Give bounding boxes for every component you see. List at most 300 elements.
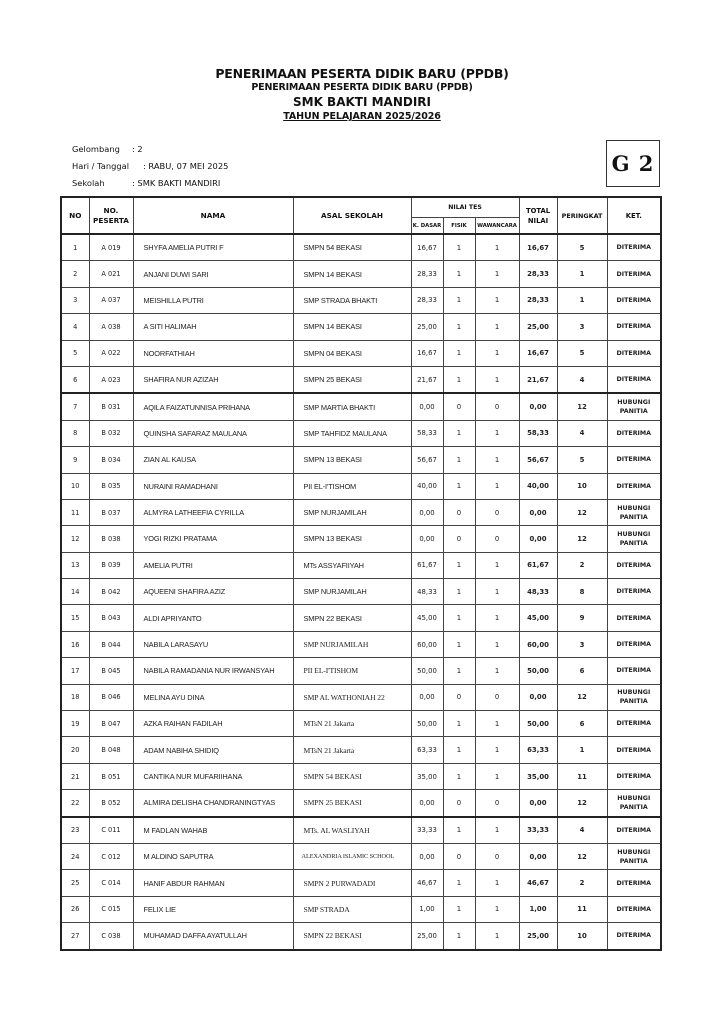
rank: 12 [557, 843, 607, 869]
total-score: 0,00 [519, 526, 557, 552]
row-number: 23 [61, 817, 89, 844]
row-number: 20 [61, 737, 89, 763]
student-name: NABILA RAMADANIA NUR IRWANSYAH [133, 658, 293, 684]
rank: 12 [557, 526, 607, 552]
rank: 5 [557, 447, 607, 473]
participant-number: B 038 [89, 526, 133, 552]
origin-school: SMPN 25 BEKASI [293, 790, 411, 817]
score-fisik: 1 [443, 737, 475, 763]
total-score: 48,33 [519, 579, 557, 605]
participant-number: C 012 [89, 843, 133, 869]
score-wawancara: 1 [475, 658, 519, 684]
document-subtitle: PENERIMAAN PESERTA DIDIK BARU (PPDB) [251, 82, 473, 93]
participant-number: B 039 [89, 552, 133, 578]
row-number: 10 [61, 473, 89, 499]
participant-number: A 037 [89, 287, 133, 313]
participant-number: B 048 [89, 737, 133, 763]
participant-number: B 031 [89, 393, 133, 420]
origin-school: SMP MARTIA BHAKTI [293, 393, 411, 420]
rank: 9 [557, 605, 607, 631]
status-label: HUBUNGI PANITIA [607, 499, 661, 525]
origin-school: MTsN 21 Jakarta [293, 737, 411, 763]
student-name: HANIF ABDUR RAHMAN [133, 870, 293, 896]
total-score: 60,00 [519, 631, 557, 657]
score-fisik: 1 [443, 234, 475, 261]
row-number: 24 [61, 843, 89, 869]
status-label: HUBUNGI PANITIA [607, 843, 661, 869]
participant-number: A 021 [89, 261, 133, 287]
score-fisik: 1 [443, 631, 475, 657]
total-score: 16,67 [519, 234, 557, 261]
origin-school: SMPN 13 BEKASI [293, 447, 411, 473]
col-header-no-peserta: NO. PESERTA [89, 197, 133, 234]
row-number: 9 [61, 447, 89, 473]
score-k-dasar: 50,00 [411, 711, 443, 737]
score-k-dasar: 16,67 [411, 340, 443, 366]
rank: 2 [557, 552, 607, 578]
student-name: SHYFA AMELIA PUTRI F [133, 234, 293, 261]
total-score: 1,00 [519, 896, 557, 922]
origin-school: SMPN 04 BEKASI [293, 340, 411, 366]
row-number: 2 [61, 261, 89, 287]
score-k-dasar: 1,00 [411, 896, 443, 922]
participant-number: B 051 [89, 763, 133, 789]
row-number: 3 [61, 287, 89, 313]
row-number: 25 [61, 870, 89, 896]
total-score: 50,00 [519, 711, 557, 737]
score-fisik: 1 [443, 552, 475, 578]
status-label: DITERIMA [607, 817, 661, 844]
score-wawancara: 1 [475, 552, 519, 578]
score-fisik: 1 [443, 658, 475, 684]
student-name: SHAFIRA NUR AZIZAH [133, 366, 293, 393]
col-header-total-nilai: TOTAL NILAI [519, 197, 557, 234]
row-number: 27 [61, 923, 89, 950]
row-number: 22 [61, 790, 89, 817]
col-header-no: NO [61, 197, 89, 234]
status-label: HUBUNGI PANITIA [607, 393, 661, 420]
row-number: 1 [61, 234, 89, 261]
status-label: DITERIMA [607, 737, 661, 763]
table-row [61, 631, 661, 657]
row-number: 15 [61, 605, 89, 631]
score-fisik: 1 [443, 366, 475, 393]
student-name: ANJANI DUWI SARI [133, 261, 293, 287]
score-wawancara: 0 [475, 843, 519, 869]
rank: 4 [557, 366, 607, 393]
rank: 12 [557, 499, 607, 525]
student-name: M ALDINO SAPUTRA [133, 843, 293, 869]
sekolah-label: Sekolah [72, 178, 105, 188]
status-label: DITERIMA [607, 711, 661, 737]
score-wawancara: 1 [475, 234, 519, 261]
row-number: 7 [61, 393, 89, 420]
score-k-dasar: 35,00 [411, 763, 443, 789]
origin-school: SMP TAHFIDZ MAULANA [293, 420, 411, 446]
total-score: 35,00 [519, 763, 557, 789]
table-row [61, 923, 661, 950]
score-fisik: 1 [443, 923, 475, 950]
total-score: 45,00 [519, 605, 557, 631]
total-score: 21,67 [519, 366, 557, 393]
score-wawancara: 0 [475, 393, 519, 420]
table-row [61, 447, 661, 473]
origin-school: SMPN 22 BEKASI [293, 605, 411, 631]
origin-school: SMP STRADA [293, 896, 411, 922]
origin-school: SMP STRADA BHAKTI [293, 287, 411, 313]
score-k-dasar: 50,00 [411, 658, 443, 684]
student-name: ALMYRA LATHEEFIA CYRILLA [133, 499, 293, 525]
participant-number: B 045 [89, 658, 133, 684]
row-number: 13 [61, 552, 89, 578]
tanggal-label: Hari / Tanggal [72, 161, 130, 171]
participant-number: B 035 [89, 473, 133, 499]
participant-number: B 042 [89, 579, 133, 605]
table-row [61, 658, 661, 684]
student-name: MUHAMAD DAFFA AYATULLAH [133, 923, 293, 950]
score-wawancara: 1 [475, 366, 519, 393]
score-k-dasar: 16,67 [411, 234, 443, 261]
origin-school: SMPN 22 BEKASI [293, 923, 411, 950]
total-score: 58,33 [519, 420, 557, 446]
score-wawancara: 1 [475, 763, 519, 789]
score-wawancara: 1 [475, 447, 519, 473]
status-label: DITERIMA [607, 287, 661, 313]
row-number: 18 [61, 684, 89, 710]
row-number: 14 [61, 579, 89, 605]
score-fisik: 1 [443, 287, 475, 313]
row-number: 6 [61, 366, 89, 393]
rank: 12 [557, 393, 607, 420]
total-score: 28,33 [519, 287, 557, 313]
origin-school: SMPN 14 BEKASI [293, 261, 411, 287]
score-k-dasar: 63,33 [411, 737, 443, 763]
score-k-dasar: 60,00 [411, 631, 443, 657]
score-fisik: 0 [443, 526, 475, 552]
score-fisik: 1 [443, 473, 475, 499]
table-row [61, 737, 661, 763]
student-name: ADAM NABIHA SHIDIQ [133, 737, 293, 763]
score-wawancara: 1 [475, 340, 519, 366]
status-label: HUBUNGI PANITIA [607, 526, 661, 552]
score-wawancara: 0 [475, 684, 519, 710]
table-row [61, 896, 661, 922]
participant-number: C 038 [89, 923, 133, 950]
origin-school: SMP AL WATHONIAH 22 [293, 684, 411, 710]
school-name: SMK BAKTI MANDIRI [292, 95, 432, 109]
row-number: 8 [61, 420, 89, 446]
score-fisik: 0 [443, 499, 475, 525]
table-row [61, 763, 661, 789]
origin-school: SMPN 14 BEKASI [293, 314, 411, 340]
score-k-dasar: 25,00 [411, 314, 443, 340]
score-wawancara: 1 [475, 579, 519, 605]
document-header [0, 66, 724, 124]
score-wawancara: 1 [475, 314, 519, 340]
status-label: DITERIMA [607, 473, 661, 499]
score-k-dasar: 28,33 [411, 287, 443, 313]
rank: 6 [557, 658, 607, 684]
score-wawancara: 1 [475, 631, 519, 657]
score-k-dasar: 33,33 [411, 817, 443, 844]
col-header-ket: KET. [607, 197, 661, 234]
table-row [61, 393, 661, 420]
score-fisik: 1 [443, 420, 475, 446]
table-row [61, 340, 661, 366]
total-score: 61,67 [519, 552, 557, 578]
rank: 3 [557, 314, 607, 340]
rank: 5 [557, 340, 607, 366]
score-fisik: 1 [443, 447, 475, 473]
student-name: ALMIRA DELISHA CHANDRANINGTYAS [133, 790, 293, 817]
total-score: 25,00 [519, 314, 557, 340]
status-label: DITERIMA [607, 923, 661, 950]
rank: 5 [557, 234, 607, 261]
score-fisik: 1 [443, 314, 475, 340]
score-fisik: 1 [443, 605, 475, 631]
status-label: DITERIMA [607, 366, 661, 393]
rank: 10 [557, 473, 607, 499]
score-wawancara: 1 [475, 737, 519, 763]
score-fisik: 1 [443, 870, 475, 896]
rank: 2 [557, 870, 607, 896]
total-score: 0,00 [519, 684, 557, 710]
gelombang-label: Gelombang [72, 144, 120, 154]
origin-school: SMP NURJAMILAH [293, 579, 411, 605]
score-k-dasar: 56,67 [411, 447, 443, 473]
rank: 12 [557, 684, 607, 710]
status-label: DITERIMA [607, 447, 661, 473]
origin-school: MTs ASSYAFIIYAH [293, 552, 411, 578]
student-name: AQILA FAIZATUNNISA PRIHANA [133, 393, 293, 420]
table-row [61, 499, 661, 525]
rank: 1 [557, 737, 607, 763]
score-fisik: 1 [443, 711, 475, 737]
row-number: 19 [61, 711, 89, 737]
col-header-k-dasar: K. DASAR [411, 218, 443, 235]
student-name: AMELIA PUTRI [133, 552, 293, 578]
status-label: DITERIMA [607, 605, 661, 631]
row-number: 17 [61, 658, 89, 684]
score-fisik: 0 [443, 393, 475, 420]
total-score: 56,67 [519, 447, 557, 473]
table-row [61, 817, 661, 844]
score-wawancara: 1 [475, 711, 519, 737]
total-score: 0,00 [519, 393, 557, 420]
rank: 12 [557, 790, 607, 817]
score-wawancara: 0 [475, 499, 519, 525]
score-wawancara: 1 [475, 473, 519, 499]
rank: 11 [557, 896, 607, 922]
origin-school: MTsN 21 Jakarta [293, 711, 411, 737]
participant-number: A 023 [89, 366, 133, 393]
student-name: NABILA LARASAYU [133, 631, 293, 657]
tanggal-value: : RABU, 07 MEI 2025 [143, 161, 229, 171]
student-name: NOORFATHIAH [133, 340, 293, 366]
row-number: 26 [61, 896, 89, 922]
student-name: CANTIKA NUR MUFARIIHANA [133, 763, 293, 789]
score-wawancara: 1 [475, 261, 519, 287]
total-score: 0,00 [519, 843, 557, 869]
col-header-nilai-tes: NILAI TES [411, 197, 519, 218]
total-score: 33,33 [519, 817, 557, 844]
total-score: 0,00 [519, 790, 557, 817]
table-row [61, 526, 661, 552]
table-row [61, 261, 661, 287]
table-row [61, 870, 661, 896]
table-row [61, 234, 661, 261]
status-label: DITERIMA [607, 896, 661, 922]
origin-school: SMPN 54 BEKASI [293, 234, 411, 261]
participant-number: B 037 [89, 499, 133, 525]
score-fisik: 1 [443, 763, 475, 789]
table-row [61, 843, 661, 869]
col-header-fisik: FISIK [443, 218, 475, 235]
score-k-dasar: 21,67 [411, 366, 443, 393]
row-number: 5 [61, 340, 89, 366]
score-wawancara: 0 [475, 526, 519, 552]
total-score: 16,67 [519, 340, 557, 366]
total-score: 0,00 [519, 499, 557, 525]
rank: 3 [557, 631, 607, 657]
student-name: MELINA AYU DINA [133, 684, 293, 710]
participant-number: B 052 [89, 790, 133, 817]
origin-school: SMPN 13 BEKASI [293, 526, 411, 552]
origin-school: ALEXANDRIA ISLAMIC SCHOOL [293, 843, 411, 869]
score-k-dasar: 40,00 [411, 473, 443, 499]
status-label: DITERIMA [607, 340, 661, 366]
participant-number: A 022 [89, 340, 133, 366]
score-fisik: 1 [443, 817, 475, 844]
col-header-nama: NAMA [133, 197, 293, 234]
table-row [61, 366, 661, 393]
origin-school: SMP NURJAMILAH [293, 499, 411, 525]
total-score: 28,33 [519, 261, 557, 287]
student-name: AZKA RAIHAN FADILAH [133, 711, 293, 737]
score-k-dasar: 0,00 [411, 526, 443, 552]
score-k-dasar: 48,33 [411, 579, 443, 605]
document-title: PENERIMAAN PESERTA DIDIK BARU (PPDB) [215, 66, 509, 81]
score-k-dasar: 0,00 [411, 393, 443, 420]
table-row [61, 711, 661, 737]
table-row [61, 579, 661, 605]
status-label: DITERIMA [607, 870, 661, 896]
score-k-dasar: 0,00 [411, 499, 443, 525]
table-row [61, 287, 661, 313]
participant-number: C 015 [89, 896, 133, 922]
score-wawancara: 1 [475, 287, 519, 313]
status-label: DITERIMA [607, 579, 661, 605]
score-wawancara: 1 [475, 870, 519, 896]
score-fisik: 0 [443, 684, 475, 710]
status-label: DITERIMA [607, 552, 661, 578]
table-row [61, 314, 661, 340]
score-wawancara: 0 [475, 790, 519, 817]
score-wawancara: 1 [475, 817, 519, 844]
student-name: AQUEENI SHAFIRA AZIZ [133, 579, 293, 605]
table-body [61, 234, 661, 950]
table-row [61, 605, 661, 631]
table-row [61, 473, 661, 499]
student-name: FELIX LIE [133, 896, 293, 922]
participant-number: C 011 [89, 817, 133, 844]
row-number: 4 [61, 314, 89, 340]
status-label: HUBUNGI PANITIA [607, 684, 661, 710]
score-k-dasar: 25,00 [411, 923, 443, 950]
status-label: DITERIMA [607, 234, 661, 261]
score-fisik: 1 [443, 896, 475, 922]
origin-school: PII EL-I'TISHOM [293, 473, 411, 499]
rank: 4 [557, 420, 607, 446]
row-number: 11 [61, 499, 89, 525]
rank: 1 [557, 261, 607, 287]
score-k-dasar: 0,00 [411, 790, 443, 817]
sekolah-value: : SMK BAKTI MANDIRI [132, 178, 221, 188]
gelombang-value: : 2 [132, 144, 143, 154]
col-header-wawancara: WAWANCARA [475, 218, 519, 235]
status-label: HUBUNGI PANITIA [607, 790, 661, 817]
row-number: 16 [61, 631, 89, 657]
student-name: YOGI RIZKI PRATAMA [133, 526, 293, 552]
total-score: 25,00 [519, 923, 557, 950]
table-row [61, 790, 661, 817]
score-k-dasar: 28,33 [411, 261, 443, 287]
score-wawancara: 1 [475, 923, 519, 950]
origin-school: SMPN 25 BEKASI [293, 366, 411, 393]
student-name: M FADLAN WAHAB [133, 817, 293, 844]
results-table [60, 196, 662, 951]
student-name: A SITI HALIMAH [133, 314, 293, 340]
score-k-dasar: 45,00 [411, 605, 443, 631]
rank: 6 [557, 711, 607, 737]
score-fisik: 0 [443, 843, 475, 869]
participant-number: A 019 [89, 234, 133, 261]
score-k-dasar: 58,33 [411, 420, 443, 446]
score-fisik: 1 [443, 579, 475, 605]
rank: 1 [557, 287, 607, 313]
row-number: 12 [61, 526, 89, 552]
score-wawancara: 1 [475, 420, 519, 446]
table-row [61, 420, 661, 446]
participant-number: B 034 [89, 447, 133, 473]
score-fisik: 1 [443, 261, 475, 287]
status-label: DITERIMA [607, 314, 661, 340]
rank: 10 [557, 923, 607, 950]
origin-school: SMPN 54 BEKASI [293, 763, 411, 789]
status-label: DITERIMA [607, 261, 661, 287]
participant-number: B 032 [89, 420, 133, 446]
participant-number: C 014 [89, 870, 133, 896]
origin-school: SMPN 2 PURWADADI [293, 870, 411, 896]
status-label: DITERIMA [607, 420, 661, 446]
participant-number: B 046 [89, 684, 133, 710]
rank: 4 [557, 817, 607, 844]
total-score: 50,00 [519, 658, 557, 684]
score-k-dasar: 46,67 [411, 870, 443, 896]
score-wawancara: 1 [475, 605, 519, 631]
status-label: DITERIMA [607, 763, 661, 789]
participant-number: B 044 [89, 631, 133, 657]
col-header-asal-sekolah: ASAL SEKOLAH [293, 197, 411, 234]
origin-school: SMP NURJAMILAH [293, 631, 411, 657]
table-row [61, 552, 661, 578]
rank: 8 [557, 579, 607, 605]
score-fisik: 0 [443, 790, 475, 817]
participant-number: B 043 [89, 605, 133, 631]
total-score: 40,00 [519, 473, 557, 499]
group-badge: G 2 [606, 140, 660, 187]
status-label: DITERIMA [607, 631, 661, 657]
